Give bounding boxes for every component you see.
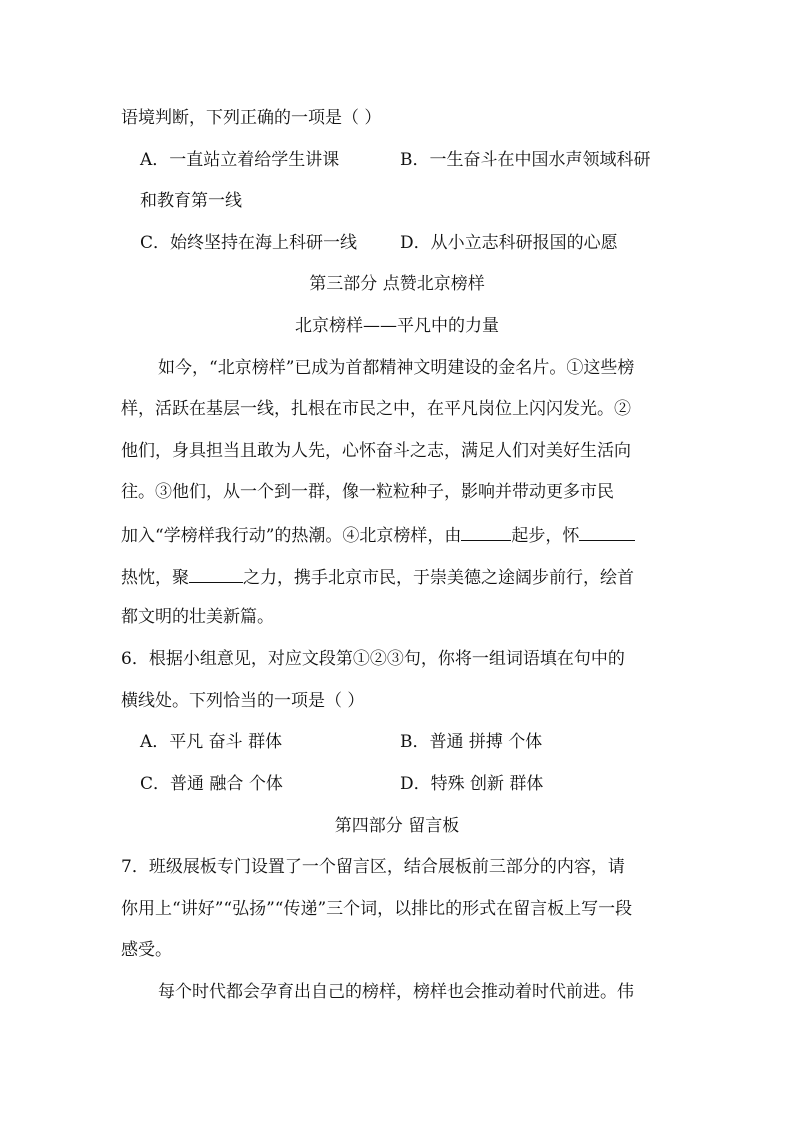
passage-line-2: 样，活跃在基层一线，扎根在市民之中，在平凡岗位上闪闪发光。② — [121, 399, 631, 419]
passage-line-5-text-a: 加入“学榜样我行动”的热潮。④北京榜样，由 — [121, 526, 462, 546]
passage-line-5-text-b: 起步，怀 — [511, 526, 580, 546]
passage-line-1: 如今，“北京榜样”已成为首都精神文明建设的金名片。①这些榜 — [158, 358, 635, 378]
q6-option-d: D．特殊 创新 群体 — [400, 774, 544, 794]
passage-line-6-text-b: 之力，携手北京市民，于崇美德之途阔步前行，绘首 — [243, 568, 634, 588]
q5-option-d: D．从小立志科研报国的心愿 — [400, 233, 618, 253]
fill-blank-3[interactable] — [189, 564, 243, 583]
passage-line-5 — [121, 522, 681, 548]
q7-stem-3: 感受。 — [121, 940, 172, 960]
passage-line-6-text-a: 热忱，聚 — [121, 568, 189, 588]
fill-blank-1[interactable] — [461, 522, 511, 541]
passage-line-4: 往。③他们，从一个到一群，像一粒粒种子，影响并带动更多市民 — [121, 482, 614, 502]
passage-title: 北京榜样——平凡中的力量 — [295, 316, 499, 336]
q5-stem-tail: 语境判断，下列正确的一项是（ ） — [121, 108, 382, 128]
q5-option-a: A．一直站立着给学生讲课 — [140, 150, 340, 170]
passage-line-6 — [121, 564, 681, 590]
q7-stem-2: 你用上“讲好”“弘扬”“传递”三个词，以排比的形式在留言板上写一段 — [121, 899, 633, 919]
passage-line-3: 他们，身具担当且敢为人先，心怀奋斗之志，满足人们对美好生活向 — [121, 441, 631, 461]
q5-option-b: B．一生奋斗在中国水声领域科研 — [400, 150, 651, 170]
q6-stem-2: 横线处。下列恰当的一项是（ ） — [121, 691, 365, 711]
passage-line-7: 都文明的壮美新篇。 — [121, 607, 274, 627]
q6-option-b: B．普通 拼搏 个体 — [400, 732, 543, 752]
q6-stem-1: 6．根据小组意见，对应文段第①②③句，你将一组词语填在句中的 — [121, 649, 625, 669]
q5-option-b-continued: 和教育第一线 — [140, 191, 242, 211]
q5-option-c: C．始终坚持在海上科研一线 — [140, 233, 358, 253]
q7-answer-start: 每个时代都会孕育出自己的榜样，榜样也会推动着时代前进。伟 — [158, 982, 634, 1002]
q6-option-c: C．普通 融合 个体 — [140, 774, 283, 794]
q6-option-a: A．平凡 奋斗 群体 — [140, 732, 283, 752]
part3-heading: 第三部分 点赞北京榜样 — [309, 274, 485, 294]
fill-blank-2[interactable] — [579, 522, 635, 541]
q7-stem-1: 7．班级展板专门设置了一个留言区，结合展板前三部分的内容，请 — [121, 857, 625, 877]
part4-heading: 第四部分 留言板 — [334, 816, 460, 836]
